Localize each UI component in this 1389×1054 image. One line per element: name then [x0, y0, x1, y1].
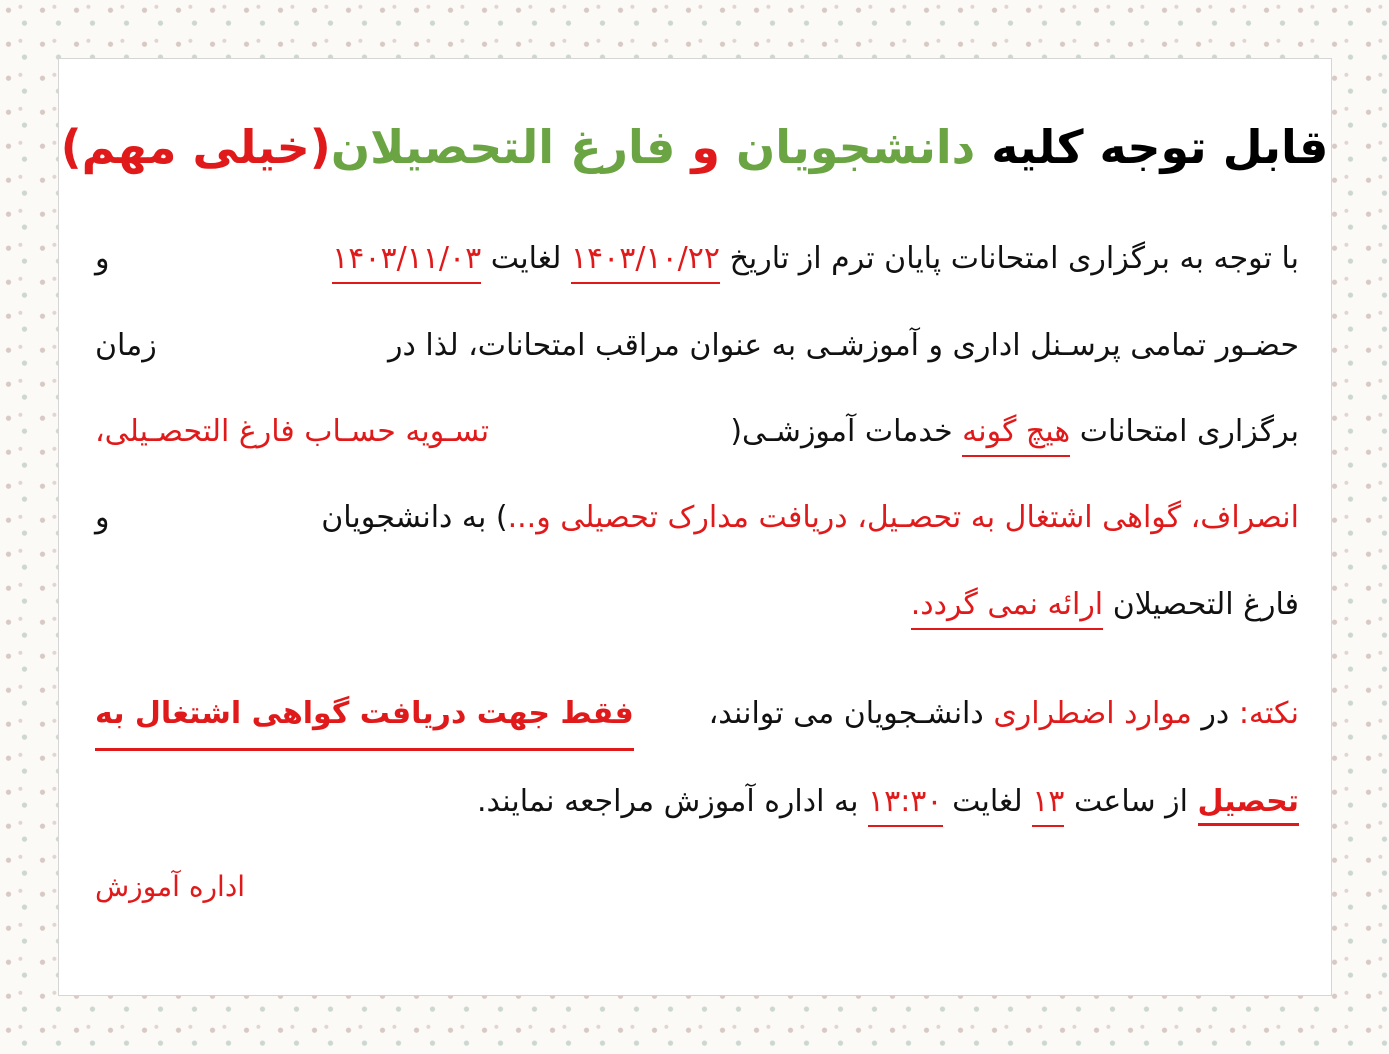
hour-start: ۱۳ [1032, 784, 1064, 827]
notice-title [0, 112, 1389, 182]
note-line-1 [95, 684, 1299, 744]
text-services-list: انصراف، گواهی اشتغال به تحصـیل، دریافت مدارک تحصیلی و... [507, 500, 1299, 535]
date-start: ۱۴۰۳/۱۰/۲۲ [571, 241, 720, 284]
text-time: زمان [95, 328, 157, 363]
title-and: و [675, 120, 720, 174]
text-not-provided: ارائه نمی گردد. [911, 587, 1103, 630]
text-refer-office: به اداره آموزش مراجعه نمایند. [477, 784, 859, 819]
text-only-certificate: فقط جهت دریافت گواهی اشتغال به [95, 684, 634, 751]
text-exams-from: با توجه به برگزاری امتحانات پایان ترم از تاریخ [729, 241, 1299, 276]
text-education: تحصیل [1198, 784, 1299, 826]
text-no-kind: هیچ گونه [962, 414, 1070, 457]
text-until-2: لغایت [952, 784, 1023, 819]
para-line-1 [95, 229, 1299, 289]
note-line-2 [95, 772, 1299, 832]
hour-end: ۱۳:۳۰ [868, 784, 943, 827]
text-students-can: دانشـجویان می توانند، [708, 696, 984, 731]
text-in: در [1201, 696, 1230, 731]
para-line-2 [95, 316, 1299, 376]
text-graduates: فارغ التحصیلان [1112, 587, 1299, 622]
text-holding-exams: برگزاری امتحانات [1079, 414, 1299, 449]
text-settlement: تسـویه حسـاب فارغ التحصـیلی، [95, 414, 490, 449]
title-very-important: (خیلی مهم) [60, 120, 331, 174]
note-label: نکته: [1238, 696, 1299, 731]
text-services: خدمات آموزشـی( [730, 414, 953, 449]
text-and-2: و [95, 500, 110, 535]
text-until: لغایت [490, 241, 562, 276]
para-line-4 [95, 488, 1299, 548]
title-graduates: فارغ التحصیلان [330, 120, 676, 174]
title-text: قابل توجه کلیه [975, 120, 1329, 174]
text-and: و [95, 241, 110, 276]
para-line-5 [95, 575, 1299, 635]
para-line-3 [95, 402, 1299, 462]
text-emergency: موارد اضطراری [993, 696, 1192, 731]
text-from-hour: از ساعت [1073, 784, 1188, 819]
date-end: ۱۴۰۳/۱۱/۰۳ [332, 241, 481, 284]
text-to-students: ) به دانشجویان [321, 500, 508, 535]
text-staff-presence: حضـور تمامی پرسـنل اداری و آموزشـی به عنوان مراقب امتحانات، لذا در [387, 328, 1299, 363]
signature: اداره آموزش [95, 870, 246, 903]
title-students: دانشجویان [720, 120, 976, 174]
